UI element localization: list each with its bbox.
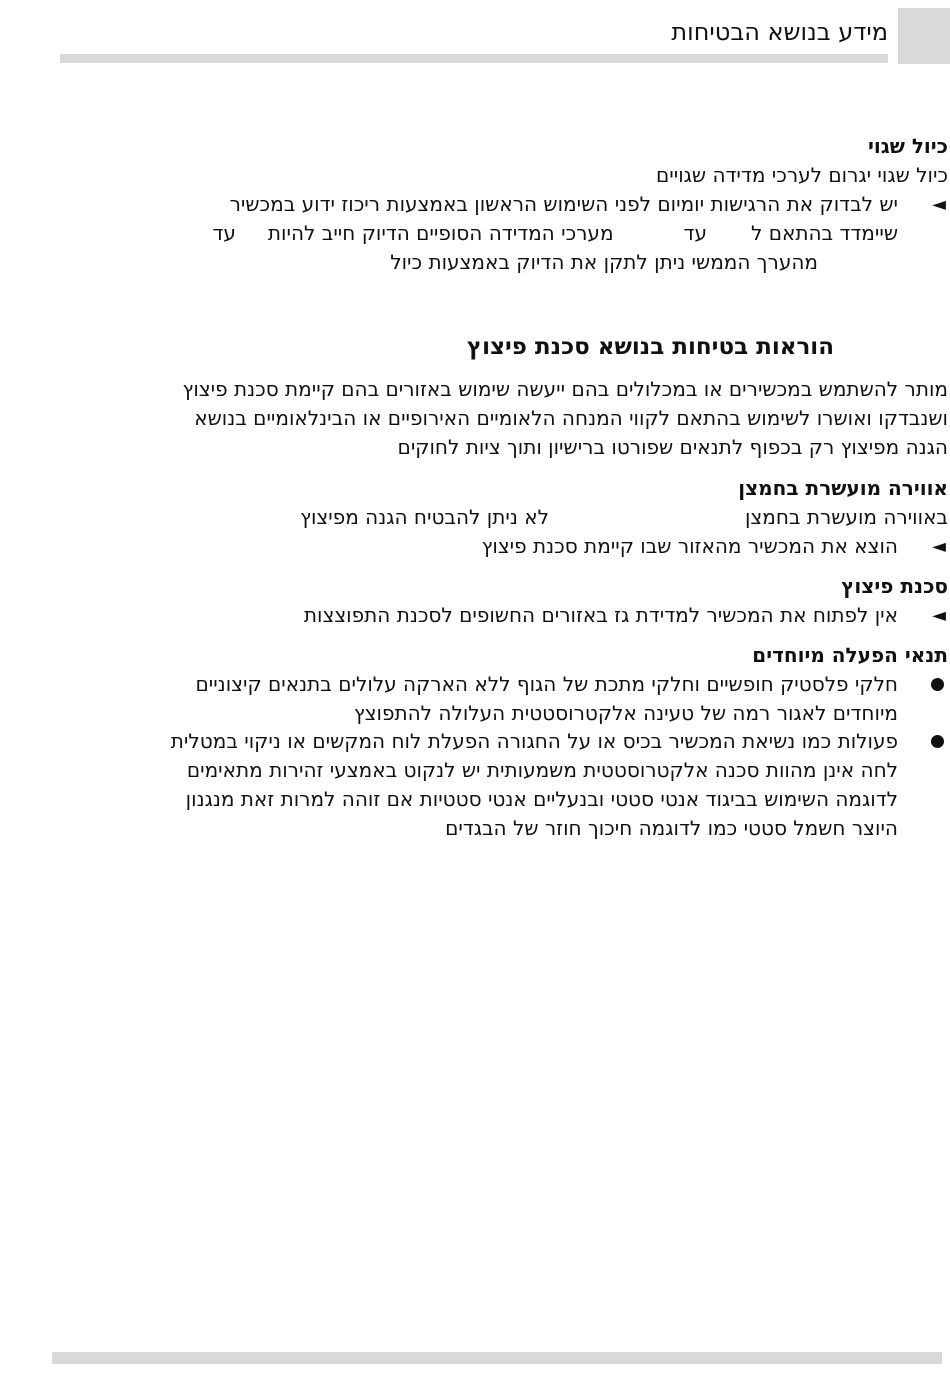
calibration-bullet-line2: [212, 219, 898, 248]
arrow-bullet-icon: ◄: [932, 194, 946, 215]
ignition-para-line2: ושנבדקו ואושרו לשימוש בהתאם לקווי המנחה הלאומיים האירופיים או הבינלאומיים בנושא: [194, 406, 948, 430]
special-bullet-2: [0, 727, 950, 843]
oxygen-bullet-text: הוצא את המכשיר מהאזור שבו קיימת סכנת פיצוץ: [481, 534, 898, 558]
header-divider: [60, 54, 888, 63]
special-bullet1-line1: חלקי פלסטיק חופשיים וחלקי מתכת של הגוף ללא הארקה עלולים בתנאים קיצוניים: [195, 672, 898, 696]
ignition-para-line1: מותר להשתמש במכשירים או במכלולים בהם ייעשה שימוש באזורים בהם קיימת סכנת פיצוץ: [182, 377, 948, 401]
calibration-heading: כיול שגוי: [868, 134, 948, 158]
special-bullet1-line2: מיוחדים לאגור רמה של טעינה אלקטרוסטטית העלולה להתפוצץ: [353, 701, 898, 725]
footer-divider: [52, 1352, 942, 1364]
oxygen-line: [300, 503, 948, 532]
calibration-text-d: עד: [212, 221, 236, 245]
oxygen-heading: אווירה מועשרת בחמצן: [738, 476, 948, 500]
special-bullet-1: [0, 670, 950, 728]
calibration-bullet-line1: יש לבדוק את הרגישות יומיום לפני השימוש הראשון באמצעות ריכוז ידוע במכשיר: [229, 192, 898, 216]
oxygen-text-a: באווירה מועשרת בחמצן: [744, 505, 948, 529]
arrow-bullet-icon: ◄: [932, 605, 946, 626]
special-bullet2-line4: היוצר חשמל סטטי כמו לדוגמה חיכוך חוזר של הבגדים: [445, 816, 898, 840]
header-tab-square: [898, 8, 950, 64]
ignition-para-line3: הגנה מפיצוץ רק בכפוף לתנאים שפורטו ברישיון ותוך ציות לחוקים: [397, 435, 948, 459]
special-bullet2-line3: לדוגמה השימוש בביגוד אנטי סטטי ובנעליים אנטי סטטיות אם זוהה למרות זאת מנגנון: [185, 787, 898, 811]
dot-bullet-icon: [931, 735, 944, 748]
calibration-bullet-line3: מהערך הממשי ניתן לתקן את הדיוק באמצעות כיול: [390, 250, 818, 274]
explosion-bullet: [0, 601, 950, 630]
explosion-heading: סכנת פיצוץ: [841, 574, 948, 598]
oxygen-bullet: [0, 532, 950, 561]
calibration-bullet: [0, 190, 950, 280]
ignition-heading: הוראות בטיחות בנושא סכנת פיצוץ: [466, 334, 834, 360]
page-title: מידע בנושא הבטיחות: [671, 18, 888, 46]
explosion-bullet-text: אין לפתוח את המכשיר למדידת גז באזורים החשופים לסכנת התפוצצות: [303, 603, 898, 627]
calibration-text-a: שיימדד בהתאם ל: [750, 221, 898, 245]
dot-bullet-icon: [931, 678, 944, 691]
oxygen-text-b: לא ניתן להבטיח הגנה מפיצוץ: [300, 505, 549, 529]
arrow-bullet-icon: ◄: [932, 536, 946, 557]
calibration-text-b: עד: [683, 221, 707, 245]
calibration-intro: כיול שגוי יגרום לערכי מדידה שגויים: [656, 163, 948, 187]
special-bullet2-line1: פעולות כמו נשיאת המכשיר בכיס או על החגורה הפעלת לוח המקשים או ניקוי במטלית: [170, 729, 898, 753]
calibration-text-c: מערכי המדידה הסופיים הדיוק חייב להיות: [267, 221, 614, 245]
special-bullet2-line2: לחה אינן מהוות סכנה אלקטרוסטטית משמעותית יש לנקוט באמצעי זהירות מתאימים: [186, 758, 898, 782]
special-heading: תנאי הפעלה מיוחדים: [752, 643, 948, 667]
